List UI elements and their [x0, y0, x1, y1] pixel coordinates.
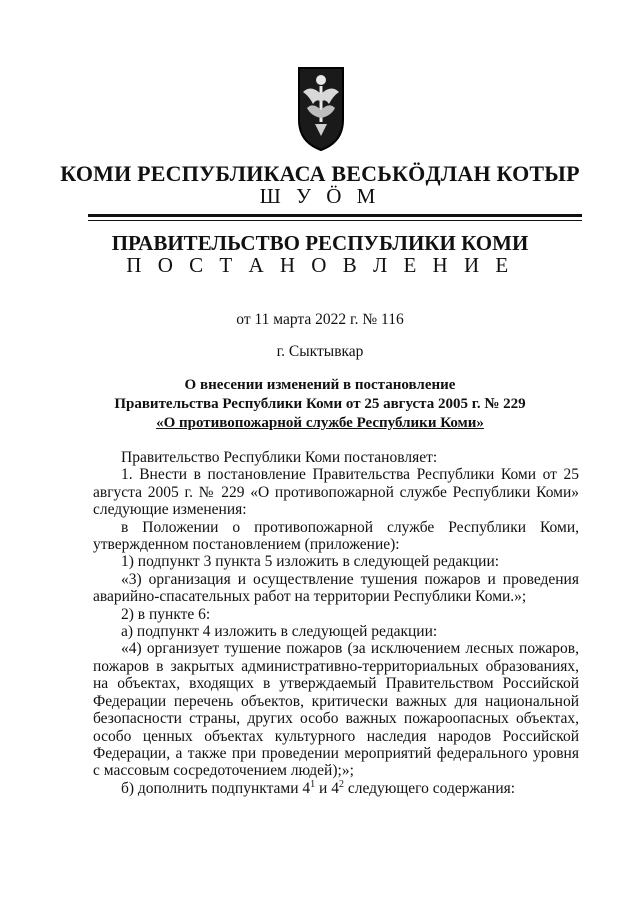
body-paragraph	[93, 780, 579, 797]
body-paragraph: 1) подпункт 3 пункта 5 изложить в следующей редакции:	[121, 553, 500, 571]
document-title-line: «О противопожарной службе Республики Коми»	[156, 415, 484, 431]
document-city: г. Сыктывкар	[276, 343, 364, 360]
body-paragraph: 2) в пункте 6:	[121, 605, 211, 623]
document-title	[0, 376, 640, 433]
superscript: 2	[338, 778, 344, 790]
body-text: и 4	[315, 779, 339, 797]
header-divider-thin	[88, 220, 582, 221]
komi-government-title: КОМИ РЕСПУБЛИКАСА ВЕСЬКӦДЛАН КОТЫР	[60, 161, 580, 186]
body-paragraph: а) подпункт 4 изложить в следующей редакции:	[121, 623, 438, 641]
body-paragraph: 1. Внести в постановление Правительства Республики Коми от 25 августа 2005 г. № 229 «О противопожарной службе Республики Коми» следующие изменения:	[93, 466, 579, 519]
komi-coat-of-arms-icon	[293, 62, 349, 154]
body-paragraph: в Положении о противопожарной службе Республики Коми, утвержденном постановлением (приложение):	[93, 518, 579, 554]
body-text: следующего содержания:	[343, 779, 516, 797]
superscript: 1	[310, 778, 316, 790]
body-paragraph: Правительство Республики Коми постановляет:	[121, 449, 438, 466]
document-title-line: О внесении изменений в постановление	[184, 377, 456, 393]
russian-document-type: П О С Т А Н О В Л Е Н И Е	[126, 253, 514, 277]
komi-document-type: Ш У Ö М	[259, 184, 381, 208]
body-paragraph: «4) организует тушение пожаров (за исключением лесных пожаров, пожаров в закрытых административно-территориальных образованиях, на объектах, входящих в утверждаемый Правительством Российской Федерации перечень объектов, критически важных для национальной безопасности страны, других особо важных пожароопасных объектах, особо ценных объектах культурного наследия народов Российской Федерации, а также при проведении мероприятий федерального уровня с массовым сосредоточением людей);»;	[93, 640, 579, 780]
body-paragraph: «3) организация и осуществление тушения пожаров и проведения аварийно-спасательных работ на территории Республики Коми.»;	[93, 570, 579, 606]
header-divider-thick	[88, 214, 582, 217]
document-date-number: от 11 марта 2022 г. № 116	[236, 311, 404, 328]
document-body	[93, 449, 579, 797]
body-text: б) дополнить подпунктами 4	[121, 779, 311, 797]
document-title-line: Правительства Республики Коми от 25 августа 2005 г. № 229	[114, 396, 526, 412]
russian-government-title: ПРАВИТЕЛЬСТВО РЕСПУБЛИКИ КОМИ	[111, 231, 529, 255]
